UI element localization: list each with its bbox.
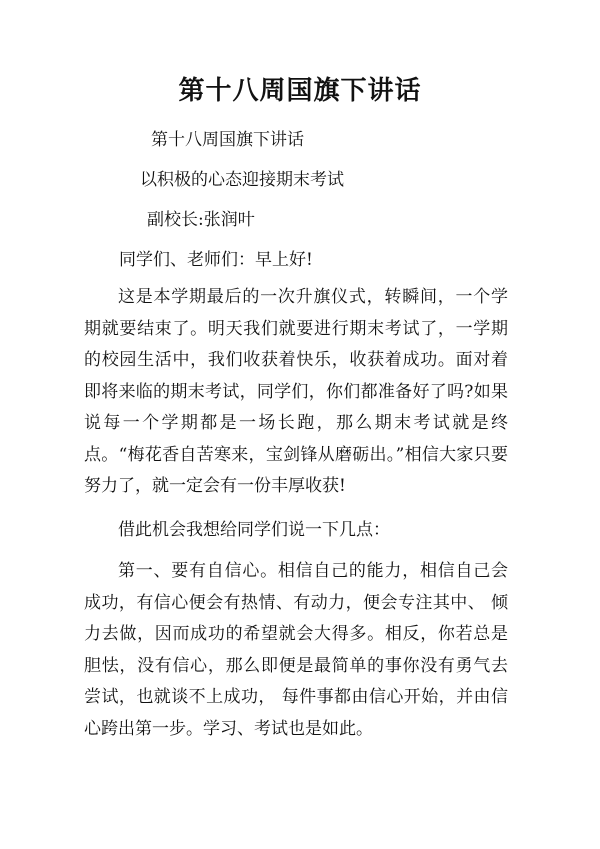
subtitle-line: 第十八周国旗下讲话	[151, 130, 304, 150]
paragraph-confidence: 第一、要有自信心。相信自己的能力，相信自己会成功，有信心便会有热情、有动力，便会专注其中、 倾力去做，因而成功的希望就会大得多。相反，你若总是胆怯，没有信心，那么即便是最简单的事你没有勇气去尝试，也就谈不上成功， 每件事都由信心开始，并由信心跨出第一步。学习、考试也是如此。	[84, 561, 508, 739]
paragraph-transition: 借此机会我想给同学们说一下几点：	[118, 519, 390, 540]
author-line: 副校长:张润叶	[147, 210, 255, 230]
greeting: 同学们、老师们：早上好!	[119, 250, 313, 270]
document-title: 第十八周国旗下讲话	[178, 76, 422, 106]
theme-line: 以积极的心态迎接期末考试	[140, 170, 344, 190]
paragraph-intro: 这是本学期最后的一次升旗仪式，转瞬间，一个学期就要结束了。明天我们就要进行期末考试了，一学期的校园生活中，我们收获着快乐，收获着成功。面对着即将来临的期末考试，同学们，你们都准备好了吗?如果说每一个学期都是一场长跑，那么期末考试就是终点。“梅花香自苦寒来，宝剑锋从磨砺出。”相信大家只要努力了，就一定会有一份丰厚收获!	[84, 287, 508, 496]
